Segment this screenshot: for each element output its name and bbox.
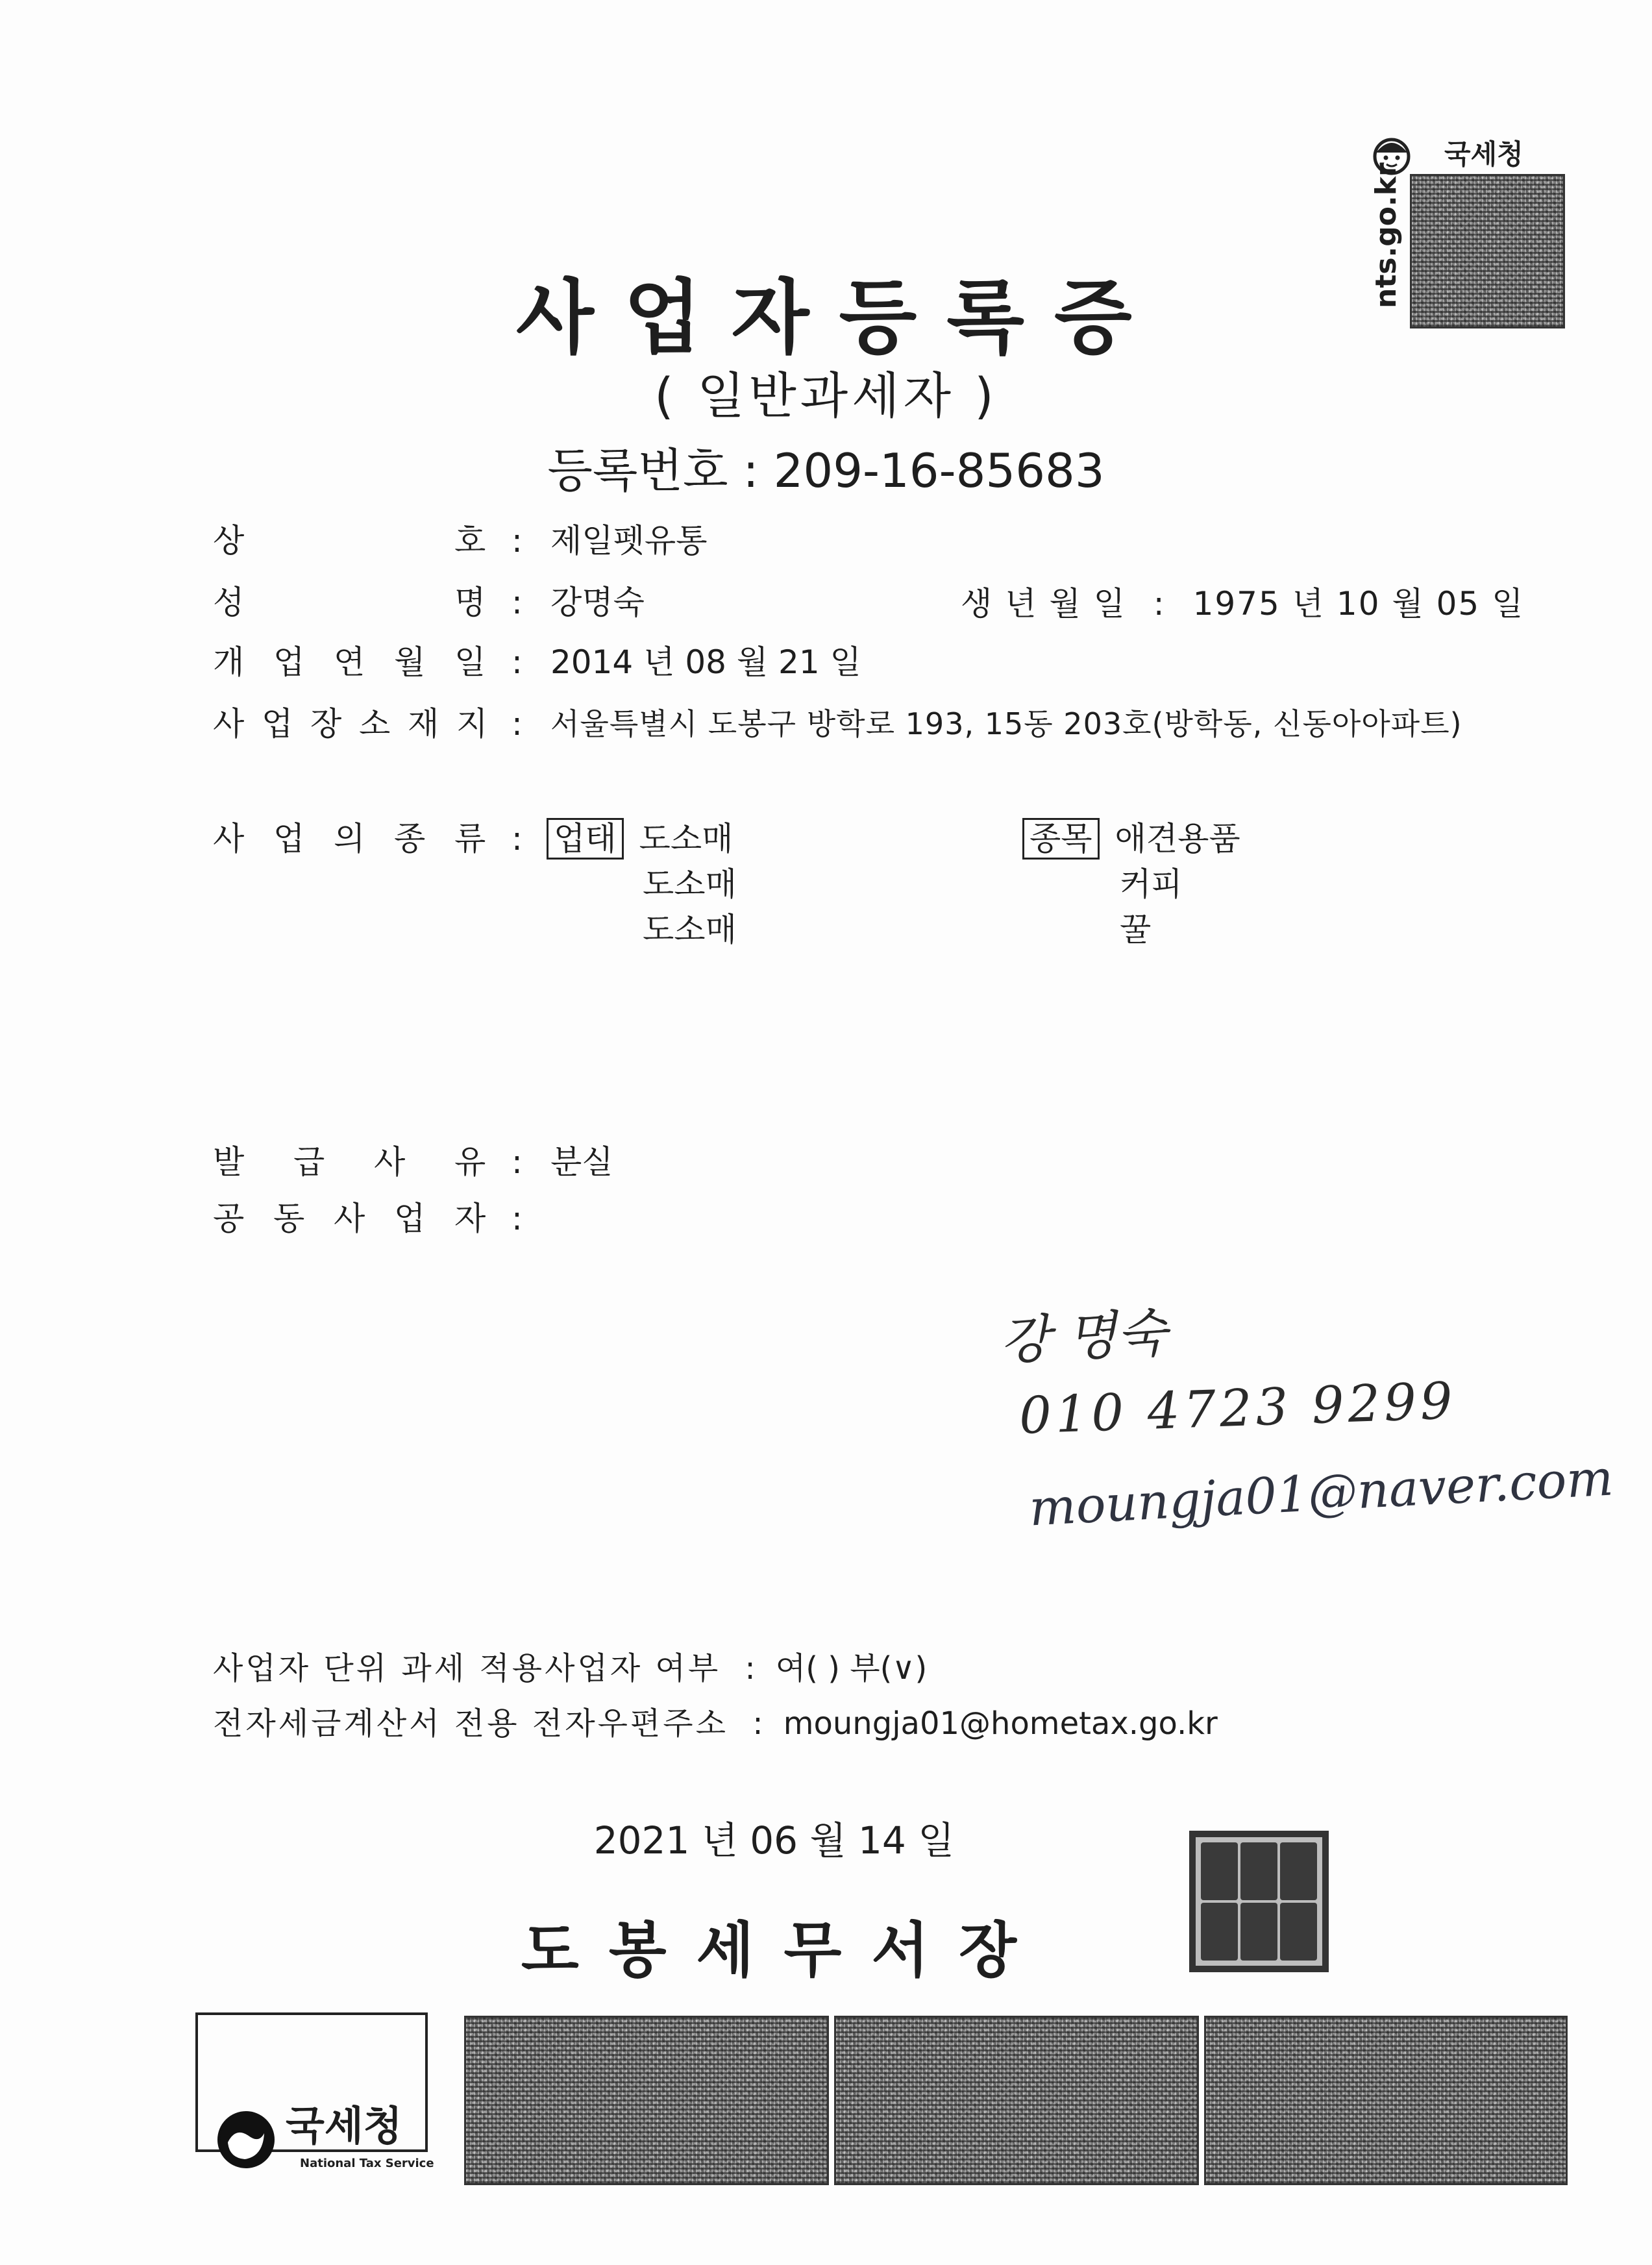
document-title: 사업자등록증	[516, 271, 1162, 365]
issue-date: 2021 년 06 월 14 일	[593, 1818, 955, 1863]
nts-logo-text: 국세청	[286, 2102, 402, 2149]
field-value: 2014 년 08 월 21 일	[550, 643, 861, 681]
field-birth: 생 년 월 일 : 1975 년 10 월 05 일	[961, 585, 1525, 623]
jongmok-item: 커피	[1120, 865, 1183, 903]
handwritten-email: moungja01@naver.com	[1028, 1448, 1615, 1537]
jongmok-item: 애견용품	[1115, 820, 1240, 858]
field-label: 사업자 단위 과세 적용사업자 여부	[213, 1650, 721, 1687]
handwritten-name: 강 명숙	[998, 1302, 1168, 1372]
field-value: 강명숙	[550, 584, 645, 621]
uptae-item: 도소매	[643, 865, 737, 903]
barcode-icon	[464, 2016, 829, 2185]
field-value: 여( ) 부(∨)	[775, 1650, 928, 1687]
barcode-icon	[834, 2016, 1199, 2185]
tax-office-name: 도봉세무서장	[521, 1916, 1047, 1985]
uptae-item: 도소매	[639, 820, 734, 858]
field-value: moungja01@hometax.go.kr	[783, 1705, 1218, 1742]
uptae-tag: 업태	[547, 818, 624, 860]
official-seal-icon	[1189, 1831, 1329, 1972]
uptae-item: 도소매	[643, 911, 737, 948]
jongmok-list	[1022, 819, 1240, 858]
nts-url[interactable]: nts.go.kr	[1370, 162, 1403, 308]
barcode-icon	[1204, 2016, 1568, 2185]
registration-number: 등록번호 : 209-16-85683	[547, 443, 1105, 498]
field-value: 분실	[550, 1143, 613, 1181]
uptae-list	[547, 819, 733, 858]
nts-logo-subtext: National Tax Service	[300, 2157, 434, 2170]
nts-top-label: 국세청	[1444, 138, 1523, 170]
field-value: 서울특별시 도봉구 방학로 193, 15동 203호(방학동, 신동아아파트)	[550, 706, 1462, 741]
field-label: 생 년 월 일	[961, 585, 1126, 623]
jongmok-tag: 종목	[1022, 818, 1100, 860]
nts-logo-icon	[216, 2110, 276, 2170]
handwritten-phone: 010 4723 9299	[1018, 1372, 1457, 1446]
field-label: 전자세금계산서 전용 전자우편주소	[213, 1705, 729, 1742]
document-subtitle: ( 일반과세자 )	[654, 367, 998, 425]
field-value: 제일펫유통	[550, 522, 708, 560]
field-e-invoice: 전자세금계산서 전용 전자우편주소 : moungja01@hometax.go.kr	[213, 1705, 1218, 1742]
field-value: 1975 년 10 월 05 일	[1192, 585, 1525, 623]
field-unit-tax: 사업자 단위 과세 적용사업자 여부 : 여( ) 부(∨)	[213, 1650, 928, 1687]
jongmok-item: 꿀	[1120, 911, 1152, 948]
